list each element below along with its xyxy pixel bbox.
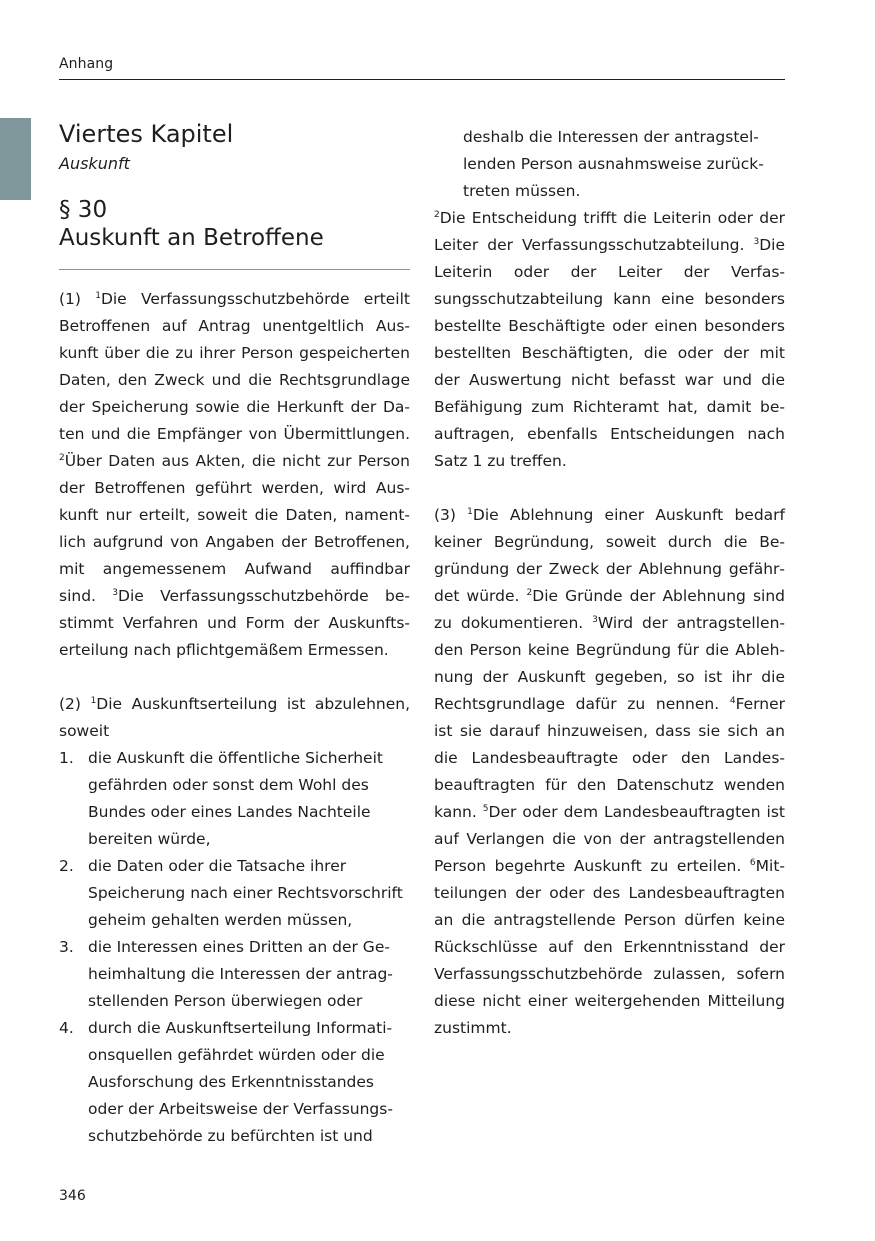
section-number: § 30 [59, 197, 108, 223]
list-item [59, 1015, 410, 1150]
sentence-number: 3 [112, 588, 119, 598]
list-item-continuation: deshalb die Interessen der antragstellenden Person ausnahmsweise zurücktreten müssen. [463, 128, 764, 200]
section-rule [59, 269, 410, 270]
sentence-number: 1 [467, 507, 473, 517]
list-item-text: die Auskunft die öffentliche Sicherheit gefährden oder sonst dem Wohl des Bundes oder eines Landes Nachteile bereiten würde, [88, 749, 383, 848]
sentence: Die Entscheidung trifft die Leiterin oder der Leiter der Verfassungsschutzabteilung. [434, 209, 785, 254]
chapter-title: Viertes Kapitel [59, 120, 234, 148]
list-item-number: 3. [59, 938, 74, 956]
sentence: Die Verfassungsschutzbehörde bestimmt Verfahren und Form der Auskunftserteilung nach pflichtgemäßem Ermessen. [59, 587, 410, 659]
paragraph-2-sentences [434, 205, 785, 475]
list-item [59, 934, 410, 1015]
running-head: Anhang [59, 56, 114, 72]
exception-list [59, 745, 410, 1150]
sentence-number: 3 [592, 615, 598, 625]
sentence: Die Auskunftserteilung ist abzulehnen, soweit [59, 695, 411, 740]
list-item-text: die Interessen eines Dritten an der Geheimhaltung die Interessen der antragstellenden Person überwiegen oder [88, 938, 393, 1010]
sentence-number: 6 [749, 858, 756, 868]
paragraph-1 [59, 286, 410, 664]
sentence-number: 1 [90, 696, 97, 706]
list-item-number: 4. [59, 1019, 74, 1037]
sentence: Mitteilungen der oder des Landesbeauftragten an die antragstellende Person dürfen keine Rückschlüsse auf den Erkenntnisstand der Verfassungsschutzbehörde zulassen, sofern diese nicht einer weitergehenden Mitteilung zustimmt. [434, 857, 785, 1037]
left-column [59, 118, 410, 1150]
sentence: Die Leiterin oder der Leiter der Verfassungsschutzabteilung kann eine besonders bestellte Beschäftigte oder einen besonders bestellten Beschäftigten, die oder der mit der Auswertung nicht befasst war und die Befähigung zum Richteramt hat, damit beauftragen, ebenfalls Entscheidungen nach Satz 1 zu treffen. [434, 236, 785, 470]
paragraph-label: (3) [434, 506, 468, 524]
chapter-subtitle: Auskunft [59, 154, 130, 173]
list-item [59, 745, 410, 853]
sentence: Wird der antragstellenden Person keine Begründung für die Ablehnung der Auskunft gegeben, so ist ihr die Rechtsgrundlage dafür zu nennen. [434, 614, 785, 713]
list-item-number: 2. [59, 857, 74, 875]
page-number: 346 [59, 1188, 86, 1204]
header-rule [59, 79, 785, 80]
list-item-number: 1. [59, 749, 74, 767]
sentence: Die Gründe der Ablehnung sind zu dokumentieren. [434, 587, 785, 632]
sentence: Die Ablehnung einer Auskunft bedarf keiner Begründung, soweit durch die Begründung der Zweck der Ablehnung gefährdet würde. [434, 506, 785, 605]
sentence: Über Daten aus Akten, die nicht zur Person der Betroffenen geführt werden, wird Auskunft nur erteilt, soweit die Daten, namentlich aufgrund von Angaben der Betroffenen, mit angemessenem Aufwand auffindbar sind. [59, 452, 410, 605]
paragraph-label: (1) [59, 290, 96, 308]
sentence: Die Verfassungsschutzbehörde erteilt Betroffenen auf Antrag unentgeltlich Auskunft über die zu ihrer Person gespeicherten Daten, den Zweck und die Rechtsgrundlage der Speicherung sowie die Herkunft der Daten und die Empfänger von Übermittlungen. [59, 290, 410, 443]
sentence-number: 4 [729, 696, 736, 706]
paragraph-2-intro [59, 691, 410, 745]
sentence-number: 2 [526, 588, 533, 598]
section-title: Auskunft an Betroffene [59, 225, 324, 251]
sentence-number: 3 [753, 237, 760, 247]
right-column [434, 124, 785, 1042]
list-item [59, 853, 410, 934]
list-item-text: die Daten oder die Tatsache ihrer Speicherung nach einer Rechtsvorschrift geheim gehalten werden müssen, [88, 857, 403, 929]
paragraph-label: (2) [59, 695, 91, 713]
sentence-number: 5 [482, 804, 489, 814]
chapter-tab-marker [0, 118, 31, 200]
sentence: Ferner ist sie darauf hinzuweisen, dass sie sich an die Landesbeauftragte oder den Landesbeauftragten für den Datenschutz wenden kann. [434, 695, 785, 821]
sentence: Der oder dem Landesbeauftragten ist auf Verlangen die von der antragstellenden Person begehrte Auskunft zu erteilen. [434, 803, 785, 875]
sentence-number: 2 [59, 453, 65, 463]
sentence-number: 1 [95, 291, 101, 301]
sentence-number: 2 [434, 210, 440, 220]
paragraph-3 [434, 502, 785, 1042]
list-item-text: durch die Auskunftserteilung Informationsquellen gefährdet würden oder die Ausforschung des Erkenntnisstandes oder der Arbeitsweise der Verfassungsschutzbehörde zu befürchten ist und [88, 1019, 393, 1145]
